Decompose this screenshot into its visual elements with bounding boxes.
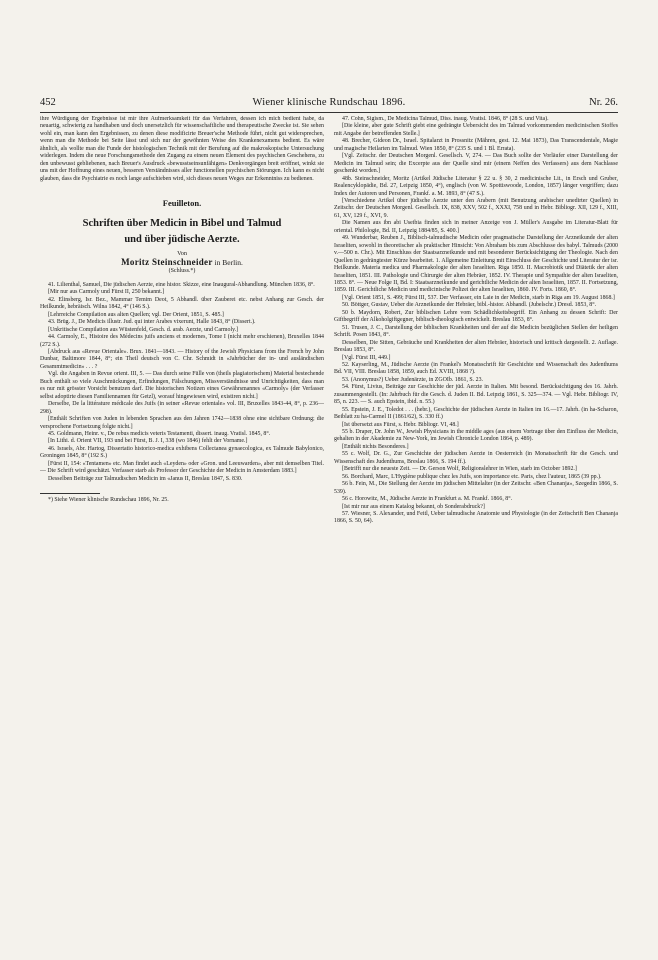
paragraph: 56 b. Fein, M., Die Stellung der Aerzte im jüdischen Mittelalter (in der Zeitschr. «Ben Chananja», Szegedin 1866, S. 539).: [334, 481, 618, 495]
paragraph: [Vgl. Orient 1851, S. 499; Fürst III, 537. Der Verfasser, ein Laie in der Medicin, starb in Riga am 19. August 1868.]: [342, 294, 615, 301]
paragraph: 55 b. Draper, Dr. John W., Jewish Physicians in the middle ages (aus einem Vortrage über den Einfluss der Medicin, gehalten in der Akademie zu New-York, im Jewish Chronicle London 1864, p. 489).: [334, 429, 618, 443]
right-entries: [334, 116, 618, 526]
header-rule: [40, 112, 618, 113]
paragraph: 41. Lilienthal, Samuel, Die jüdischen Aerzte, eine histor. Skizze, eine Inaugural-Abhandlung. München 1836, 8°.: [48, 281, 315, 288]
paragraph: 49. Wunderbar, Reuben J., Biblisch-talmudische Medicin oder pragmatische Darstellung der Arzneikunde der alten Israeliten, sowohl in theoretischer als praktischer Hinsicht: Von Abraham bis zum Abschlusse des babyl. Talmuds (2000 v.—500 n. Chr.). Mit Einschluss der Staatsarzneikunde und mit besonderer Berücksichtigung der Theologie. Nach den Quellen in gedrängtester Kürze bearbeitet. 1. Allgemeine Einleitung mit Einschluss der Geschichte und Literatur der isr. Heilkunde. Materia medica und Pharmakologie der alten Israeliten. Riga 1850. II. Macrobiotik und Diätetik der alten Israeliten, 1851. III. Pathologie und Chirurgie der alten Hebräer, 1852. IV. Therapie und Sympathie der alten Israeliten, 1853. 8°. — Neue Folge II, Bd. I: Staatsarzneikunde und gerichtliche Medicin der alten Israeliten, 1857. II. Fortsetzung, 1859. III. Gerichtliche Medicin und medicinische Polizei der alten Israeliten, 1860. IV. Forts. 1860, 8°.: [334, 235, 618, 294]
paragraph: 50 b. Maydorn, Robert, Zur biblischen Lehre vom Schädlichkeitsbegriff. Ein Anhang zu dessen Schrift: Der Giftbegriff der Alkoholgiftgegner, biblisch-theologisch entwickelt. Breslau 1853, 8°.: [334, 309, 618, 324]
paragraph: 48b. Steinschneider, Moritz (Artikel Jüdische Literatur § 22 u. § 30, 2 medicinische Lit., in Ersch und Gruber, Realencyklopädie, Bd. 27, Leipzig 1850, 4°), englisch (von W. Spottiswoode, London, 1857) länger vergriffen; dazu Index der Autoren und Personen, Frankf. a. M. 1893, 8° (47 S.).: [334, 175, 618, 197]
paragraph: Die Namen aus ibn abi Useibia finden sich in meiner Anzeige von J. Müller's Ausgabe im Literatur-Blatt für oriental. Philologie, Bd. II, Leipzig 1884/85, S. 400.]: [334, 220, 618, 234]
paragraph: Desselben, Die Sitten, Gebräuche und Krankheiten der alten Hebräer, historisch und kritisch dargestellt. 2. Auflage. Breslau 1853, 8°.: [334, 339, 618, 354]
paragraph: 46. Israels, Abr. Hartog, Dissertatio historico-medica exhibens Collectanea gynaecologica, ex Talmude Babylonico, Groningen 1845, 8° (192 S.): [40, 445, 324, 460]
von-label: Von: [177, 249, 187, 257]
paragraph: [Vgl. Fürst III, 449.]: [342, 354, 391, 361]
author-line: [40, 256, 324, 267]
paragraph: [Mir nur aus Carmoly und Fürst II, 250 bekannt.]: [48, 289, 165, 296]
continuation-note: (Schluss.*): [168, 268, 196, 275]
feuilleton-title-line-1: Schriften über Medicin in Bibel und Talmud: [82, 217, 282, 229]
paragraph: 55 c. Wolf, Dr. G., Zur Geschichte der jüdischen Aerzte in Oesterreich (in Monatsschrift für die Gesch. und Wissenschaft des Judenthums, Breslau 1866, S. 194 ff.).: [334, 451, 618, 465]
paragraph: 53. (Anonymus?) Ueber Judenärzte, in ZGOIb. 1861, S. 23.: [342, 376, 484, 383]
paragraph: [Die kleine, aber gute Schrift giebt eine gedrängte Uebersicht des im Talmud vorkommenden medicinischen Stoffes mit Angabe der betreffenden Stelle.]: [334, 123, 618, 137]
paragraph: 42. Elinsberg, Isr. Bez., Mammar Temim Deot, 5 Abhandl. über Zauberei etc. nebst Anhang zur Gesch. der Heilkunde, hebräisch. Wilna 1842, 4° (146 S.).: [40, 296, 324, 311]
intro-text: [40, 116, 324, 183]
paragraph: [Fürst II, 154: «Tentamen» etc. Man findet auch «Leyden» oder «Gron. und Leeuwarden», aber mit demselben Titel. — Die Schrift wird geschätzt. Verfasser starb als Professor der Geschichte der Medicin in Amsterdam 1883.]: [40, 460, 324, 475]
paragraph: Vgl. die Angaben in Revue orient. III, 5. — Das durch seine Fülle von (theils plagiatorischem) Material bestechende Buch enthält so viele Auschmückungen, Erfindungen, Fälschungen, Missverständnisse und Unrichtigkeiten, dass man es nur mit grösster Vorsicht benutzen darf. Die historischen Notizen eines Gewährsmannes «Carmoly» (der Verfasser selbst adoptirte diesen Familiennamen für Getzl), worauf hingewiesen wird, existiren nicht.]: [40, 371, 324, 400]
paragraph: [Enthält nichts Besonderes.]: [342, 443, 409, 450]
paragraph: [Ist mir nur aus einem Katalog bekannt, ob Sonderabdruck?]: [342, 503, 485, 510]
footnote-rule: [40, 493, 100, 494]
paragraph: 44. Carmoly, E., Histoire des Médecins juifs anciens et modernes, Tome I (nicht mehr erschienen), Bruxelles 1844 (272 S.).: [40, 334, 324, 348]
paragraph: [Enthält Schriften von Juden in lebenden Sprachen aus den Jahren 1742—1838 ohne eine sichtbare Ordnung; die versprochene Fortsetzung folgte nicht.]: [40, 416, 324, 430]
paragraph: [Verschiedene Artikel über jüdische Aerzte unter den Arabern (mit Benutzung arabischer unedirter Quellen) in Zeitschr. der Deutschen Morgenl. Gesellsch. IX, 838, XXV, 502 f., XXXI, 758 und in Hebr. Bibliogr. XII, 129 f., XIII, 61, XV, 129 f., XVI, 9.: [334, 197, 618, 219]
paragraph: 48. Brecher, Gideon Dr., Israel. Spitalarzt in Prossnitz (Mähren, gest. 12. Mai 1873), Das Transcendentale, Magie und magische Heilarten im Talmud. Wien 1850, 8° (235 S. und 1 Bl. Errata).: [334, 138, 618, 152]
page-number: 452: [40, 97, 56, 108]
section-title: Feuilleton.: [162, 198, 202, 209]
paragraph: [Abdruck aus «Revue Orientale». Brux. 1841—1843. — History of the Jewish Physicians from the French by John Dunbar, Baltimore 1844, 8°; ein Theil deutsch von C. Chr. Schmidt in «Jahrbücher der in- und ausländischen Gesammtmedicin» . . . ?: [40, 348, 324, 370]
journal-title: Wiener klinische Rundschau 1896.: [252, 97, 406, 108]
paragraph: 57. Wiesner, S. Alexander, und Feitl, Ueber talmudische Anatomie und Physiologie (in der Zeitschrift Ben Chananja 1866, S. 50, 64).: [334, 511, 618, 525]
author-place: in Berlin.: [214, 257, 243, 267]
page-header: [40, 97, 618, 111]
paragraph: Desselben Beiträge zur Talmudischen Medicin im «Janus II, Breslau 1847, S. 830.: [48, 475, 243, 482]
paragraph: 52. Kayserling, M., Jüdische Aerzte (in Frankel's Monatsschrift für Geschichte und Wissenschaft des Judenthums Bd. VII, VIII. Breslau 1858, 1859, auch Ed. XVIII, 1868 ?).: [334, 361, 618, 376]
paragraph: 47. Cohn, Sigism., De Medicina Talmud, Diss. inaug. Vratisl. 1846, 8° (28 S. und Vita).: [342, 116, 549, 122]
right-column: [334, 116, 618, 936]
issue-number: Nr. 26.: [589, 97, 618, 108]
paragraph: [Vgl. Zeitschr. der Deutschen Morgenl. Gesellsch. V, 274. — Das Buch sollte der Vorläufer einer Darstellung der Medicin im Talmud sein; die Excerpte aus der Quelle sind mir (einem Neffen des Verfassers) aus dem Nachlasse geschenkt worden.]: [334, 153, 618, 175]
paragraph: 50. Böttger, Gustav, Ueber die Arzneikunde der Hebräer, bibl.-histor. Abhandl. (Jubelschr.) Dresd. 1853, 8°.: [342, 302, 597, 309]
paragraph: 56 c. Horowitz, M., Jüdische Aerzte in Frankfurt a. M. Frankf. 1866, 8°.: [342, 496, 513, 503]
paragraph: 54. Fürst, Livius, Beiträge zur Geschichte der jüd. Aerzte in Italien. Mit besond. Berücksichtigung des 16. Jahrh. zusammengestellt. (In: Jahrbuch für die Gesch. d. Juden II. Bd. Leipzig 1861, S. 325—374. — Vgl. Hebr. Bibliogr. IV, 85, n. 223. — S. auch Epstein, ibid. n. 55.): [334, 384, 618, 406]
paragraph: [In Lithi. d. Orient VII, 193 und bei Fürst, B. J. I, 338 (wo 1846) fehlt der Vorname.]: [48, 438, 248, 445]
paragraph: 55. Epstein, J. E., Toledot . . . (hebr.), Geschichte der jüdischen Aerzte in Italien im 16.—17. Jahrh. (in ha-Scharon, Beiblatt zu ha-Carmel II (1861/62), S. 330 ff.): [334, 406, 618, 421]
paragraph: 56. Borchard, Marc, L'Hygiène publique chez les Juifs, son importance etc. Paris, chez l'auteur, 1865 (39 pp.).: [342, 473, 602, 480]
paragraph: ihre Würdigung der Ergebnisse ist mir ihre Aufmerksamkeit für das Verfahren, dessen ich mich bedient habe, da neuartig, schwierig zu handhaben und doch unersetzlich für wissenschaftliche und therapeutische Zwecke ist. Sie sehen wohl ein, man kann den Ergebnissen, zu denen diese modificirte Breuer'sche Methode führt, nicht gut widersprechen, wenn man die Methode bei Seite lässt und sich nur der gewöhnten Weise des Krankenexamens bedient. Es wäre ähnlich, als wollte man die Funde der histologischen Technik mit der Berufung auf die makroskopische Untersuchung widerlegen. Indem die neue Forschungsmethode den Zugang zu einem neuen Element des psychischen Geschehens, zu den unbewusst gebliebenen, nach Breuer's Ausdruck «bewusstseinsunfähigen» Denkvorgängen breit eröffnet, winkt sie uns mit der Hoffnung eines neuen, besseren Verständnisses aller functionellen psychischen Störungen. Ich kann es nicht glauben, dass die Psychiatrie es noch lange aufschieben wird, sich dieses neuen Weges zur Erkenntniss zu bedienen.: [40, 116, 324, 182]
paragraph: 51. Trusen, J. C., Darstellung der biblischen Krankheiten und der auf die Medicin bezüglichen Stellen der heiligen Schrift. Posen 1843, 8°.: [334, 324, 618, 339]
paragraph: [Ist übersetzt aus Fürst, s. Hebr. Bibliogr. VI, 48.]: [342, 421, 459, 428]
author-name: Moritz Steinschneider: [121, 256, 213, 267]
paragraph: [Unkritische Compilation aus Wüstenfeld, Gesch. d. arab. Aerzte, und Carmoly.]: [48, 326, 239, 333]
paragraph: Derselbe, De la littérature médicale des Juifs (in seiner «Revue orientale» vol. III, Bruxelles 1843-44, 8°, p. 236—298).: [40, 401, 324, 415]
paragraph: 43. Brüg. J., De Medicis illustr. Jud. qui inter Arabes vixerunt, Halle 1843, 8° (Dissert.).: [48, 319, 256, 326]
left-entries: [40, 282, 324, 483]
paragraph: [Lehrreiche Compilation aus alten Quellen; vgl. Der Orient, 1851, S. 485.]: [48, 311, 224, 318]
paragraph: [Betrifft nur die neueste Zeit. — Dr. Gerson Wolf, Religionslehrer in Wien, starb im October 1892.]: [342, 466, 577, 473]
feuilleton-title-line-2: und über jüdische Aerzte.: [124, 233, 240, 245]
paragraph: 45. Goldmann, Heinr. v., De rebus medicis veteris Testamenti, dissert. inaug. Vratisl. 1845, 8°.: [48, 430, 271, 437]
left-column: [40, 116, 324, 876]
footnote: *) Siehe Wiener klinische Rundschau 1896, Nr. 25.: [48, 497, 169, 504]
